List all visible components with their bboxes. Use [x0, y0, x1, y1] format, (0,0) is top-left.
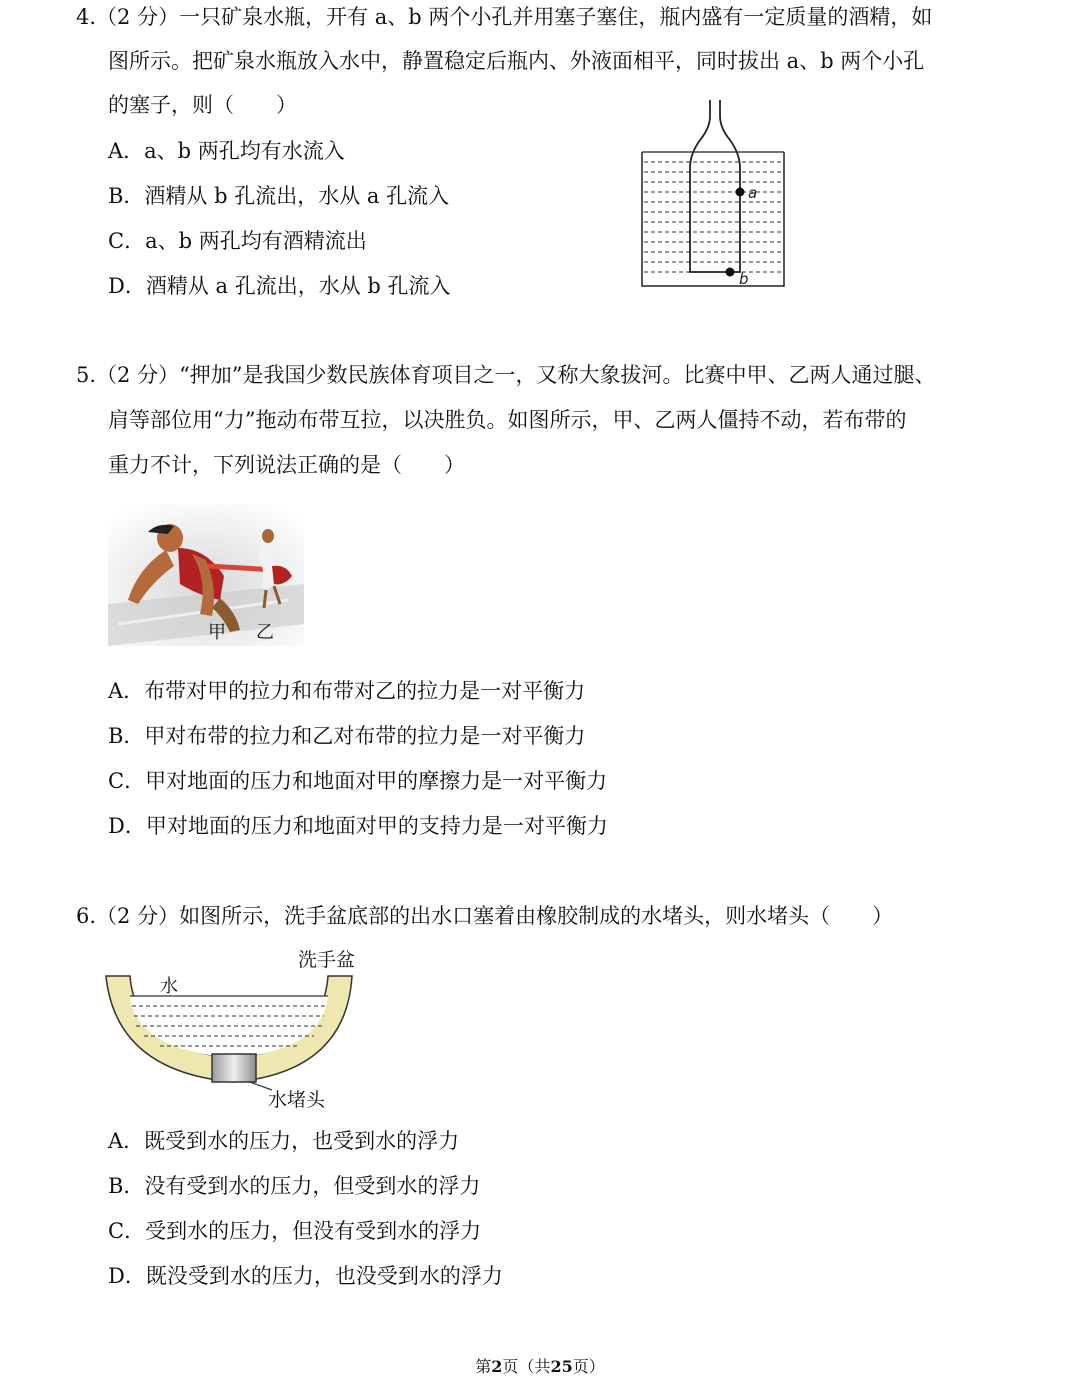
q4-option-c: C．a、b 两孔均有酒精流出 — [108, 229, 367, 253]
bottle-in-water-figure — [636, 96, 792, 292]
water-dashes — [644, 162, 782, 272]
q5-stem-line-2: 肩等部位用“力”拖动布带互拉，以决胜负。如图所示，甲、乙两人僵持不动，若布带的 — [108, 408, 907, 432]
hole-b-label: b — [739, 270, 749, 288]
page-footer — [0, 1354, 1080, 1377]
label-yi: 乙 — [256, 622, 274, 643]
q4-option-d: D．酒精从 a 孔流出，水从 b 孔流入 — [108, 274, 451, 298]
q5-stem-line-1: 5.（2 分）“押加”是我国少数民族体育项目之一，又称大象拔河。比赛中甲、乙两人通过腿、 — [76, 363, 936, 387]
q6-stem-line-1: 6.（2 分）如图所示，洗手盆底部的出水口塞着由橡胶制成的水堵头，则水堵头（ ） — [76, 904, 894, 928]
label-plug: 水堵头 — [268, 1089, 326, 1111]
hole-b — [726, 268, 735, 277]
tug-of-war-photo — [108, 504, 304, 646]
q6-option-d: D．既没受到水的压力，也没受到水的浮力 — [108, 1264, 503, 1288]
label-water: 水 — [160, 976, 178, 997]
hole-a-label: a — [748, 184, 758, 202]
footer-suffix: 页） — [572, 1357, 605, 1376]
drain-plug — [212, 1054, 256, 1082]
q5-option-d: D．甲对地面的压力和地面对甲的支持力是一对平衡力 — [108, 814, 608, 838]
q4-stem-line-3: 的塞子，则（ ） — [108, 93, 297, 117]
q6-option-b: B．没有受到水的压力，但受到水的浮力 — [108, 1174, 481, 1198]
q5-option-c: C．甲对地面的压力和地面对甲的摩擦力是一对平衡力 — [108, 769, 608, 793]
q4-stem-line-2: 图所示。把矿泉水瓶放入水中，静置稳定后瓶内、外液面相平，同时拔出 a、b 两个小孔 — [108, 49, 925, 73]
q6-option-a: A．既受到水的压力，也受到水的浮力 — [108, 1129, 460, 1153]
q4-option-a: A．a、b 两孔均有水流入 — [108, 139, 345, 163]
q5-option-a: A．布带对甲的拉力和布带对乙的拉力是一对平衡力 — [108, 679, 586, 703]
water-container — [642, 152, 784, 286]
label-basin: 洗手盆 — [298, 949, 356, 971]
label-jia: 甲 — [208, 622, 226, 643]
footer-total-pages: 25 — [550, 1357, 573, 1376]
q5-option-b: B．甲对布带的拉力和乙对布带的拉力是一对平衡力 — [108, 724, 586, 748]
q4-stem-line-1: 4.（2 分）一只矿泉水瓶，开有 a、b 两个小孔并用塞子塞住，瓶内盛有一定质量的酒精，如 — [76, 5, 933, 29]
bottle — [690, 100, 740, 272]
footer-page-number: 2 — [491, 1357, 503, 1376]
hole-a — [736, 188, 745, 197]
footer-prefix: 第 — [475, 1357, 492, 1376]
footer-mid: 页（共 — [502, 1357, 551, 1376]
q5-stem-line-3: 重力不计，下列说法正确的是（ ） — [108, 453, 465, 477]
q6-option-c: C．受到水的压力，但没有受到水的浮力 — [108, 1219, 482, 1243]
q4-option-b: B．酒精从 b 孔流出，水从 a 孔流入 — [108, 184, 450, 208]
basin-figure — [100, 940, 370, 1112]
